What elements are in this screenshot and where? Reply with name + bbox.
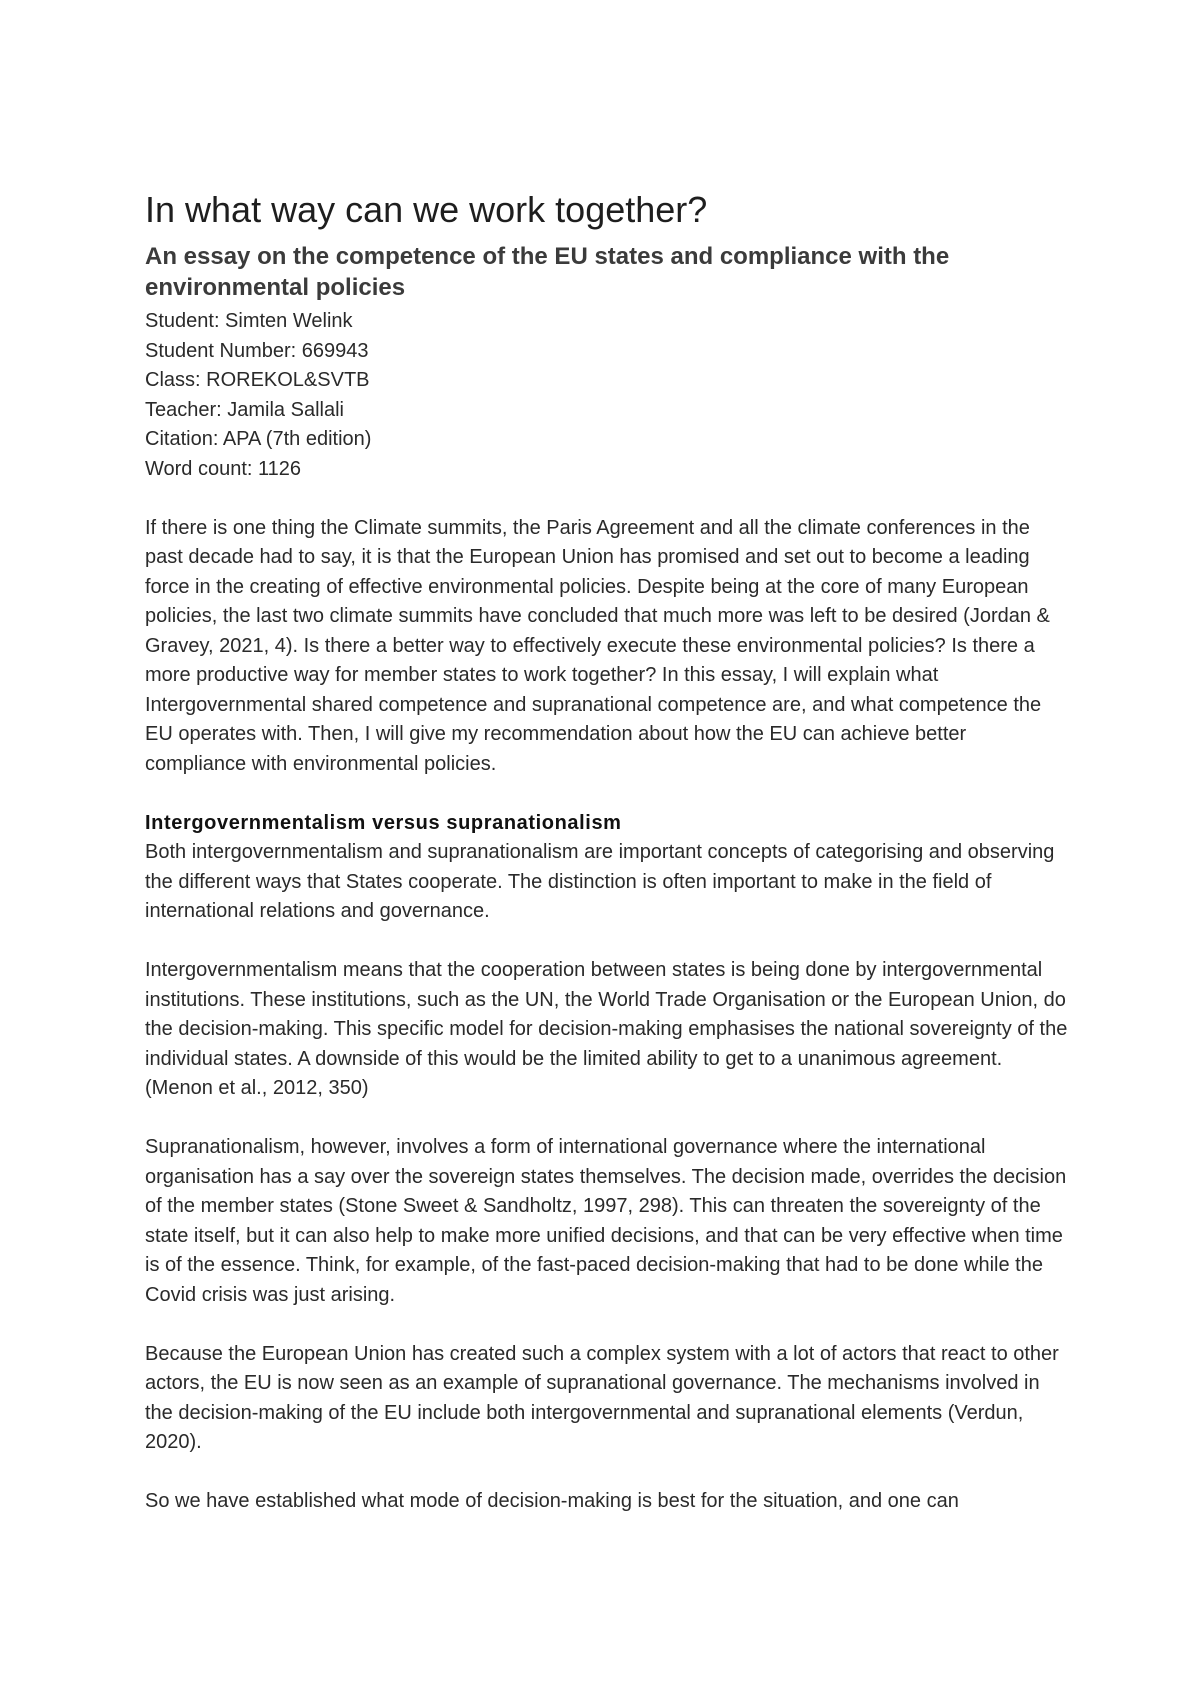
meta-class: Class: ROREKOL&SVTB bbox=[145, 369, 370, 391]
body-paragraph-4: Because the European Union has created such a complex system with a lot of actors that react to other actors, the EU is now seen as an example of supranational governance. The mechanisms involved in the decision-making of the EU include both intergovernmental and supranational elements (Verdun, 2020). bbox=[145, 1342, 1059, 1453]
spacer bbox=[145, 779, 1072, 809]
meta-student: Student: Simten Welink bbox=[145, 310, 353, 332]
body-paragraph-2: Intergovernmentalism means that the cooperation between states is being done by intergovernmental institutions. These institutions, such as the UN, the World Trade Organisation or the European Union, do the decision-making. This specific model for decision-making emphasises the national sovereignty of the individual states. A downside of this would be the limited ability to get to a unanimous agreement. (Menon et al., 2012, 350) bbox=[145, 959, 1068, 1099]
meta-citation: Citation: APA (7th edition) bbox=[145, 428, 372, 450]
intro-paragraph: If there is one thing the Climate summits, the Paris Agreement and all the climate conferences in the past decade had to say, it is that the European Union has promised and set out to become a leading force in the creating of effective environmental policies. Despite being at the core of many European policies, the last two climate summits have concluded that much more was left to be desired (Jordan & Gravey, 2021, 4). Is there a better way to effectively execute these environmental policies? Is there a more productive way for member states to work together? In this essay, I will explain what Intergovernmental shared competence and supranational competence are, and what competence the EU operates with. Then, I will give my recommendation about how the EU can achieve better compliance with environmental policies. bbox=[145, 516, 1050, 775]
spacer bbox=[145, 1458, 1072, 1488]
meta-word-count: Word count: 1126 bbox=[145, 457, 302, 480]
body-paragraph-5: So we have established what mode of decision-making is best for the situation, and one can bbox=[145, 1490, 959, 1512]
spacer bbox=[145, 1104, 1072, 1134]
spacer bbox=[145, 927, 1072, 957]
student-info bbox=[145, 307, 1072, 484]
section-heading: Intergovernmentalism versus supranationalism bbox=[145, 811, 622, 834]
body-paragraph-3: Supranationalism, however, involves a form of international governance where the international organisation has a say over the sovereign states themselves. The decision made, overrides the decision of the member states (Stone Sweet & Sandholtz, 1997, 298). This can threaten the sovereignty of the state itself, but it can also help to make more unified decisions, and that can be very effective when time is of the essence. Think, for example, of the fast-paced decision-making that had to be done while the Covid crisis was just arising. bbox=[145, 1136, 1067, 1306]
document-title: In what way can we work together? bbox=[145, 189, 708, 230]
meta-teacher: Teacher: Jamila Sallali bbox=[145, 398, 344, 421]
spacer bbox=[145, 1310, 1072, 1340]
meta-student-number: Student Number: 669943 bbox=[145, 339, 369, 362]
document-subtitle: An essay on the competence of the EU states and compliance with the environmental policies bbox=[145, 243, 950, 301]
spacer bbox=[145, 484, 1072, 514]
body-paragraph-1: Both intergovernmentalism and supranationalism are important concepts of categorising and observing the different ways that States cooperate. The distinction is often important to make in the field of international relations and governance. bbox=[145, 841, 1055, 922]
